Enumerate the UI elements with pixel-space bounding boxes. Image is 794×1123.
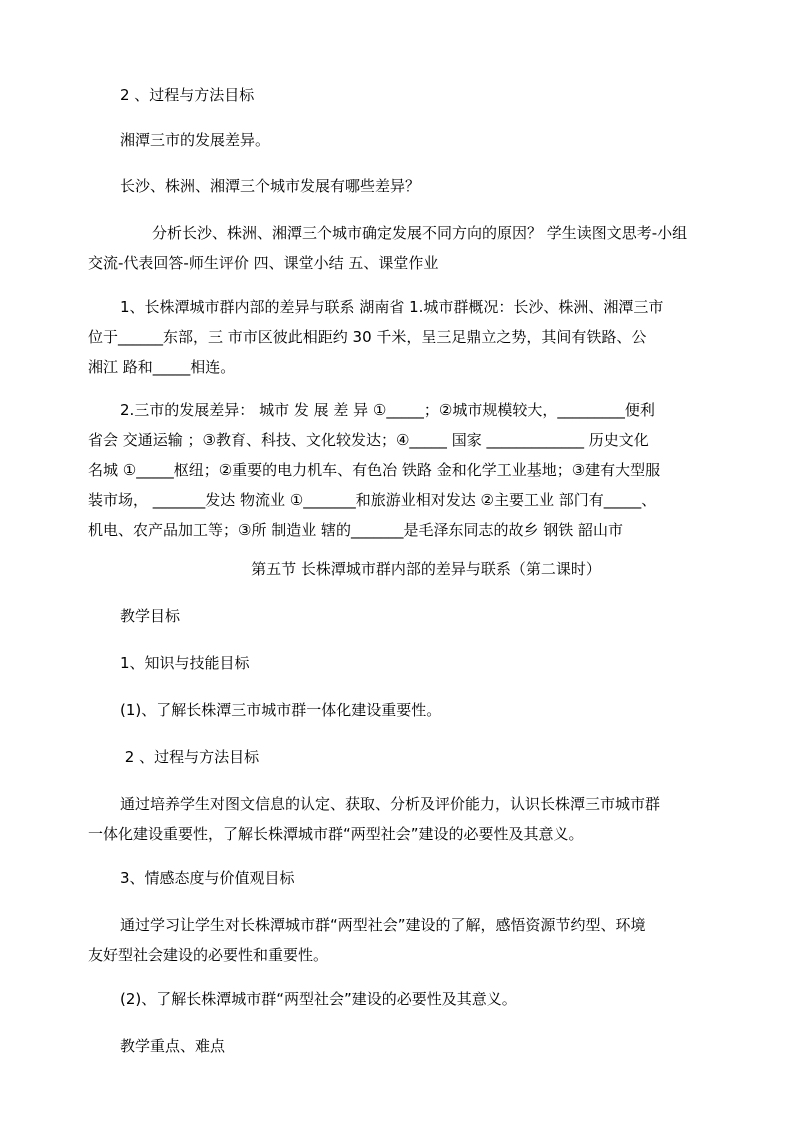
text-line: 一体化建设重要性，了解长株潭城市群“两型社会”建设的必要性及其意义。 [88, 825, 584, 843]
paragraph-city-group-overview [88, 292, 704, 382]
text-line: 1、知识与技能目标 [120, 654, 250, 672]
text-line: 教学目标 [120, 607, 181, 625]
heading-emotion-values [88, 863, 704, 893]
text-line: (1)、了解长株潭三市城市群一体化建设重要性。 [120, 701, 442, 719]
text-line: 通过学习让学生对长株潭城市群“两型社会”建设的了解，感悟资源节约型、环境 [120, 916, 646, 934]
text-line: 机电、农产品加工等；③所 制造业 辖的_______是毛泽东同志的故乡 钢铁 韶山市 [88, 521, 624, 539]
text-line: 湘江 路和_____相连。 [88, 358, 236, 376]
paragraph-emotion-goal [88, 910, 704, 970]
paragraph-analysis-activity [88, 218, 704, 278]
text-line: 通过培养学生对图文信息的认定、获取、分析及评价能力，认识长株潭三市城市群 [120, 795, 661, 813]
text-line: 2.三市的发展差异： 城市 发 展 差 异 ①_____；②城市规模较大，_________便利 [120, 401, 655, 419]
section-title [88, 554, 704, 584]
text-line: 交流-代表回答-师生评价 四、课堂小结 五、课堂作业 [88, 254, 439, 272]
text-line: 友好型社会建设的必要性和重要性。 [88, 946, 329, 964]
text-line: 3、情感态度与价值观目标 [120, 869, 295, 887]
text-line: 位于______东部，三 市市区彼此相距约 30 千米，呈三足鼎立之势，其间有铁路、公 [88, 328, 647, 346]
text-line: 教学重点、难点 [120, 1037, 226, 1055]
paragraph-question-differences [88, 171, 704, 201]
text-line: 名城 ①_____枢纽；②重要的电力机车、有色冶 铁路 金和化学工业基地；③建有大型服 [88, 461, 661, 479]
paragraph-development-differences [88, 395, 704, 545]
text-line: 长沙、株洲、湘潭三个城市发展有哪些差异？ [120, 177, 421, 195]
heading-process-methods [88, 742, 704, 772]
text-line: (2)、了解长株潭城市群“两型社会”建设的必要性及其意义。 [120, 990, 517, 1008]
paragraph-process-goal [88, 789, 704, 849]
text-line: 省会 交通运输 ；③教育、科技、文化较发达；④_____ 国家 _____________ 历史文化 [88, 431, 649, 449]
paragraph-process-goal-heading [88, 80, 704, 110]
text-line: 2 、过程与方法目标 [120, 86, 255, 104]
paragraph-goal-2 [88, 984, 704, 1014]
heading-key-points [88, 1031, 704, 1061]
text-line: 分析长沙、株洲、湘潭三个城市确定发展不同方向的原因？ 学生读图文思考-小组 [152, 224, 688, 242]
heading-teaching-goals [88, 601, 704, 631]
text-line: 第五节 长株潭城市群内部的差异与联系（第二课时） [251, 560, 601, 578]
text-line: 2 、过程与方法目标 [120, 748, 260, 766]
paragraph-three-cities-difference [88, 125, 704, 155]
heading-knowledge-skills [88, 648, 704, 678]
paragraph-goal-1 [88, 695, 704, 725]
text-line: 湘潭三市的发展差异。 [120, 131, 271, 149]
text-line: 1、长株潭城市群内部的差异与联系 湖南省 1.城市群概况：长沙、株洲、湘潭三市 [120, 298, 664, 316]
text-line: 装市场， _______发达 物流业 ①_______和旅游业相对发达 ②主要工业 部门有_____、 [88, 491, 657, 509]
